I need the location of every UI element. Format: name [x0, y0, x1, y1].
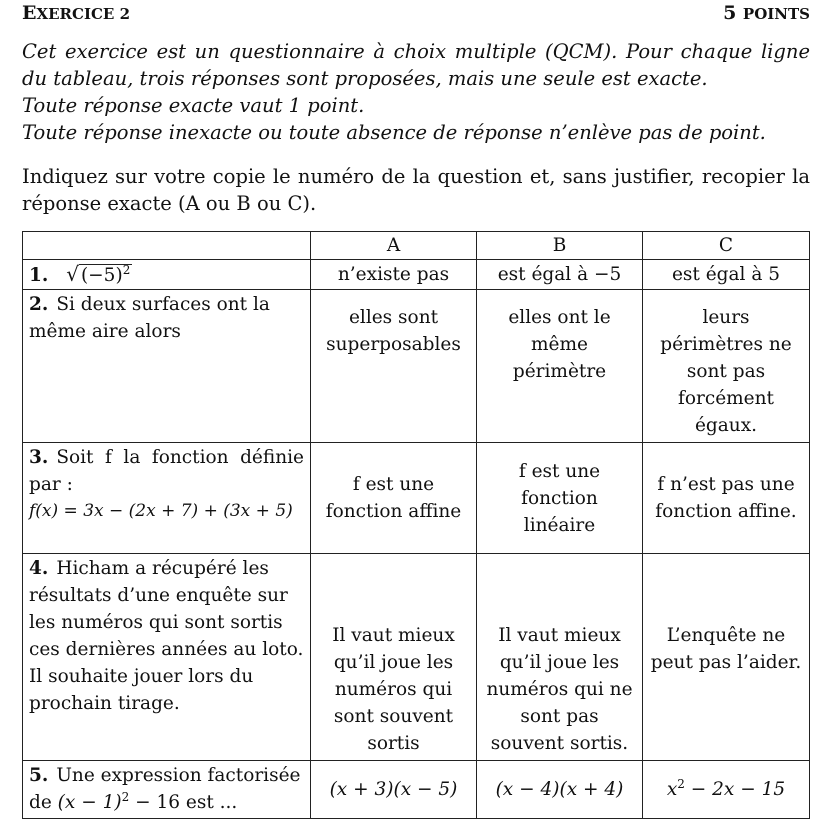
question-number: 2. [29, 294, 49, 315]
exercise-instruction [22, 163, 810, 217]
table-row [23, 260, 810, 290]
question-cell [23, 554, 311, 761]
question-number: 1. [29, 265, 49, 286]
question-number: 3. [29, 447, 49, 468]
question-text-end: − 16 est ... [129, 792, 238, 813]
exercise-points: 5 POINTS [723, 2, 810, 24]
table-header-row [23, 232, 810, 260]
answer-b [477, 554, 643, 761]
intro-line-3: Toute réponse inexacte ou toute absence de réponse n’enlève pas de point. [22, 121, 766, 144]
exercise-header [22, 2, 810, 26]
intro-line-1: Cet exercice est un questionnaire à choix multiple (QCM). Pour chaque ligne du tableau, trois réponses sont proposées, mais une seule est exacte. [22, 40, 810, 90]
square-root-expression: √ $(-5)^2$ [66, 262, 131, 286]
header-c: C [643, 232, 810, 260]
answer-b: (x − 4)(x + 4) [477, 761, 643, 819]
table-row [23, 443, 810, 554]
header-a: A [311, 232, 477, 260]
answer-c-base: x [666, 779, 678, 800]
exercise-intro [22, 38, 810, 146]
answer-b: f est une fonction linéaire [477, 443, 643, 554]
table-row [23, 290, 810, 443]
header-b: B [477, 232, 643, 260]
question-number: 5. [29, 765, 49, 786]
answer-c [643, 554, 810, 761]
answer-b [477, 290, 643, 443]
answer-a-text: elles sont superposables [326, 307, 461, 355]
question-cell [23, 290, 311, 443]
question-text: Hicham a récupéré les résultats d’une enquête sur les numéros qui sont sortis ces dernières années au loto. Il souhaite jouer lors du prochain tirage. [29, 558, 304, 714]
exponent: 2 [677, 776, 685, 791]
question-cell [23, 260, 311, 290]
answer-b-text: elles ont le même périmètre [508, 307, 611, 382]
question-text: Soit f la fonction définie par : [29, 447, 304, 495]
answer-c-text: L’enquête ne peut pas l’aider. [650, 625, 802, 673]
answer-c: f n’est pas une fonction affine. [643, 443, 810, 554]
answer-c [643, 761, 810, 819]
answer-b-text: Il vaut mieux qu’il joue les numéros qui ne sont pas souvent sortis. [486, 625, 633, 754]
answer-c: est égal à 5 [643, 260, 810, 290]
question-expression: (x − 1) [57, 792, 122, 813]
answer-c-rest: − 2x − 15 [684, 779, 786, 800]
answer-a-text: Il vaut mieux qu’il joue les numéros qui sont souvent sortis [332, 625, 455, 754]
sqrt-radicand: (−5) [80, 265, 123, 286]
exponent: 2 [122, 262, 131, 277]
function-formula: f(x) = 3x − (2x + 7) + (3x + 5) [29, 501, 293, 521]
qcm-table [22, 231, 810, 819]
answer-a [311, 290, 477, 443]
exponent: 2 [121, 789, 130, 804]
answer-c [643, 290, 810, 443]
question-cell [23, 443, 311, 554]
question-text-start: Une expression factorisée de [29, 765, 301, 813]
question-text: Si deux surfaces ont la même aire alors [29, 294, 270, 342]
question-number: 4. [29, 558, 49, 579]
table-row [23, 761, 810, 819]
answer-a: (x + 3)(x − 5) [311, 761, 477, 819]
instruction-text: Indiquez sur votre copie le numéro de la question et, sans justifier, recopier la réponse exacte (A ou B ou C). [22, 165, 810, 215]
answer-c-text: leurs périmètres ne sont pas forcément égaux. [660, 307, 792, 436]
table-row [23, 554, 810, 761]
exercise-title: EXERCICE 2 [22, 2, 131, 24]
intro-line-2: Toute réponse exacte vaut 1 point. [22, 94, 365, 117]
answer-a [311, 554, 477, 761]
question-cell [23, 761, 311, 819]
answer-a: f est une fonction affine [311, 443, 477, 554]
answer-a: n’existe pas [311, 260, 477, 290]
header-empty [23, 232, 311, 260]
answer-b: est égal à −5 [477, 260, 643, 290]
